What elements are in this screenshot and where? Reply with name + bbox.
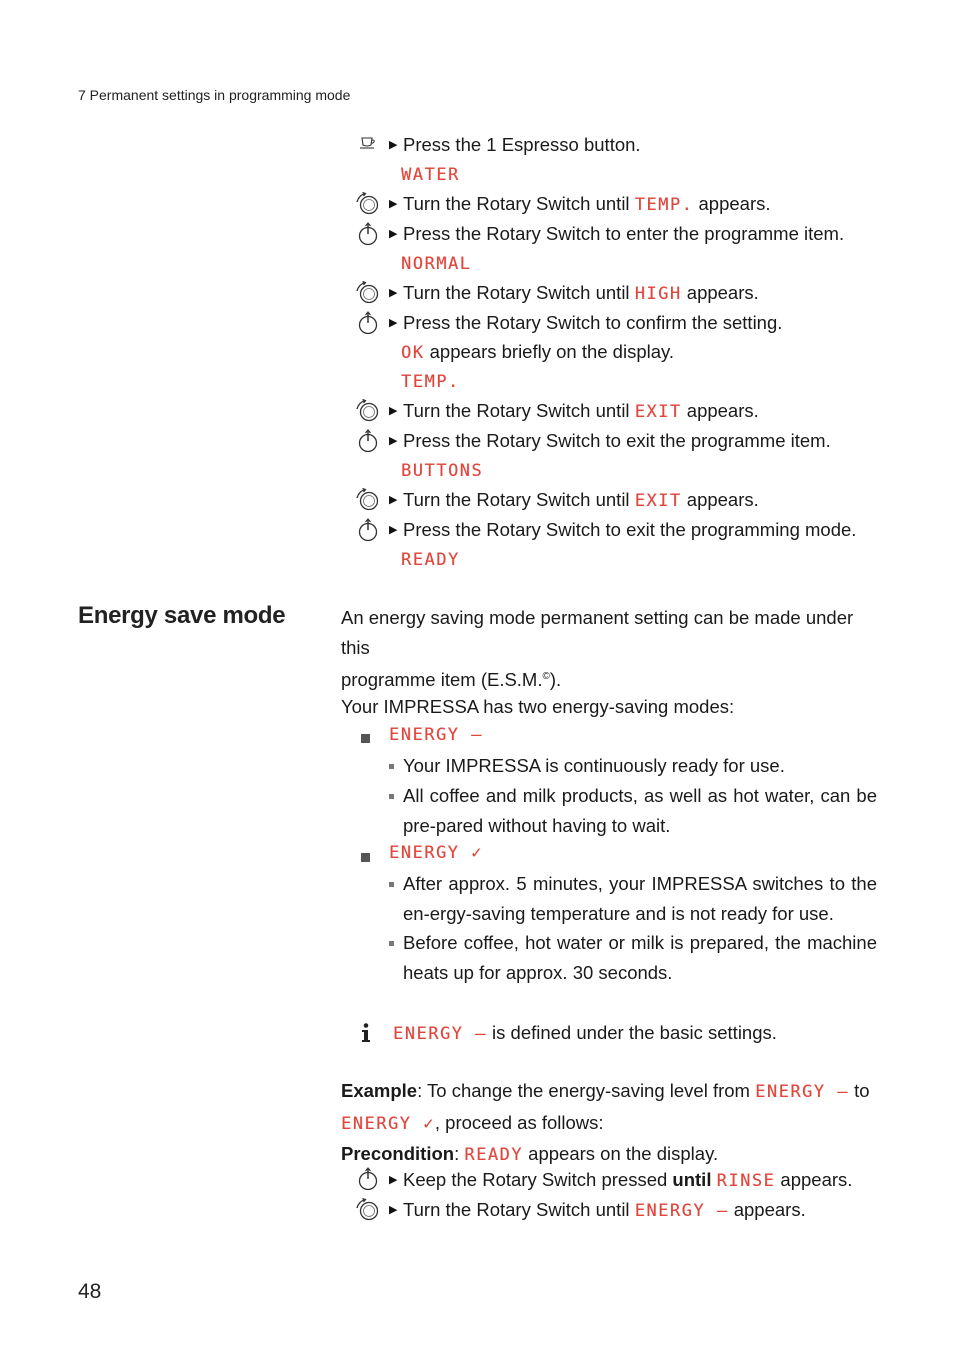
section-heading: Energy save mode <box>78 602 286 629</box>
mode-1-point-1: Your IMPRESSA is continuously ready for use. <box>403 755 785 776</box>
example-display-from: ENERGY – <box>755 1082 849 1102</box>
rotary-switch-press-icon <box>355 518 381 542</box>
step-text-end: appears. <box>693 193 771 214</box>
modes-intro: Your IMPRESSA has two energy-saving modes: <box>341 696 735 717</box>
intro-line-1: An energy saving mode permanent setting can be made under this <box>341 607 854 658</box>
step-arrow-icon: ▶ <box>389 139 398 151</box>
step-text: Press the Rotary Switch to confirm the setting. <box>403 312 783 333</box>
mode-2-point-1: After approx. 5 minutes, your IMPRESSA switches to the en-ergy-saving temperature and is not ready for use. <box>403 873 877 924</box>
precondition-text: appears on the display. <box>523 1143 719 1164</box>
intro-line-2 <box>341 662 877 695</box>
square-bullet-icon <box>361 853 370 862</box>
step-arrow-icon: ▶ <box>389 405 398 417</box>
info-display: ENERGY – <box>393 1024 487 1044</box>
step-arrow-icon: ▶ <box>389 287 398 299</box>
small-square-bullet-icon <box>389 794 394 799</box>
ok-display: OK <box>401 343 425 363</box>
step-text: Turn the Rotary Switch until <box>403 400 635 421</box>
step-display: TEMP. <box>634 195 694 215</box>
small-square-bullet-icon <box>389 764 394 769</box>
display-readout: BUTTONS <box>401 461 484 481</box>
rotary-switch-turn-icon <box>355 1198 381 1222</box>
example-text: : To change the energy-saving level from <box>417 1080 756 1101</box>
step-display: EXIT <box>634 491 682 511</box>
step-text-end: appears. <box>681 282 759 303</box>
ok-line <box>401 340 674 365</box>
precondition-sep: : <box>454 1143 465 1164</box>
mode-1-display: ENERGY – <box>389 725 483 745</box>
rotary-switch-press-icon <box>355 222 381 246</box>
rotary-switch-press-icon <box>355 429 381 453</box>
final-step-1-bold: until <box>672 1169 712 1190</box>
step-display: EXIT <box>634 402 682 422</box>
final-step-1-end: appears. <box>775 1169 853 1190</box>
espresso-cup-icon <box>355 131 381 155</box>
page-number: 48 <box>78 1280 102 1303</box>
example-line-2 <box>341 1108 877 1140</box>
step-arrow-icon: ▶ <box>389 524 398 536</box>
step-line <box>403 192 771 217</box>
step-arrow-icon: ▶ <box>389 1174 398 1186</box>
step-line <box>403 429 831 453</box>
info-line <box>393 1018 777 1050</box>
precondition-line <box>341 1139 877 1171</box>
step-text: Turn the Rotary Switch until <box>403 282 635 303</box>
step-line <box>403 311 782 335</box>
step-line <box>403 399 759 424</box>
copyright-sup: © <box>542 671 550 682</box>
intro-text-end: ). <box>549 669 562 691</box>
step-text: Press the 1 Espresso button. <box>403 134 641 155</box>
step-arrow-icon: ▶ <box>389 317 398 329</box>
step-text: Press the Rotary Switch to exit the programme item. <box>403 430 831 451</box>
intro-text: programme item (E.S.M. <box>341 669 543 691</box>
step-arrow-icon: ▶ <box>389 435 398 447</box>
example-display-to: ENERGY ✓ <box>341 1113 435 1134</box>
small-square-bullet-icon <box>389 882 394 887</box>
rotary-switch-turn-icon <box>355 488 381 512</box>
final-step-2-display: ENERGY – <box>634 1201 729 1221</box>
step-arrow-icon: ▶ <box>389 1204 398 1216</box>
precondition-label: Precondition <box>341 1143 455 1164</box>
square-bullet-icon <box>361 734 370 743</box>
chapter-header: 7 Permanent settings in programming mode <box>78 87 351 103</box>
step-arrow-icon: ▶ <box>389 198 398 210</box>
display-readout: TEMP. <box>401 372 460 392</box>
display-readout: NORMAL <box>401 254 472 274</box>
step-text-end: appears. <box>681 400 759 421</box>
step-line <box>403 281 759 306</box>
final-step-2 <box>403 1198 806 1223</box>
step-line <box>403 222 844 246</box>
rotary-switch-press-icon <box>355 1167 381 1191</box>
rotary-switch-press-icon <box>355 311 381 335</box>
rotary-switch-turn-icon <box>355 399 381 423</box>
info-icon <box>359 1022 373 1044</box>
final-step-1-display: RINSE <box>716 1171 776 1191</box>
example-text-to: to <box>849 1080 870 1101</box>
example-line-1 <box>341 1076 877 1108</box>
display-readout: WATER <box>401 165 460 185</box>
step-text: Press the Rotary Switch to exit the programming mode. <box>403 519 857 540</box>
rotary-switch-turn-icon <box>355 192 381 216</box>
step-text: Turn the Rotary Switch until <box>403 193 635 214</box>
step-text: Turn the Rotary Switch until <box>403 489 635 510</box>
mode-2-display: ENERGY ✓ <box>389 843 483 863</box>
step-text-end: appears. <box>681 489 759 510</box>
display-readout: READY <box>401 550 460 570</box>
step-line <box>403 488 759 513</box>
final-step-2-end: appears. <box>728 1199 806 1220</box>
step-line <box>403 518 856 542</box>
step-arrow-icon: ▶ <box>389 228 398 240</box>
example-paragraph <box>341 1076 877 1171</box>
intro-paragraph <box>341 603 877 695</box>
ok-text: appears briefly on the display. <box>424 341 675 362</box>
small-square-bullet-icon <box>389 941 394 946</box>
final-step-1 <box>403 1168 852 1193</box>
final-step-2-text: Turn the Rotary Switch until <box>403 1199 635 1220</box>
step-text: Press the Rotary Switch to enter the programme item. <box>403 223 845 244</box>
precondition-display: READY <box>464 1145 524 1165</box>
step-arrow-icon: ▶ <box>389 494 398 506</box>
example-text-end: , proceed as follows: <box>434 1111 604 1133</box>
mode-1-point-2: All coffee and milk products, as well as hot water, can be pre-pared without having to wait. <box>403 785 877 836</box>
mode-2-point-2: Before coffee, hot water or milk is prepared, the machine heats up for approx. 30 seconds. <box>403 932 877 983</box>
example-label: Example <box>341 1080 418 1101</box>
info-text: is defined under the basic settings. <box>486 1022 777 1043</box>
final-step-1-text: Keep the Rotary Switch pressed <box>403 1169 673 1190</box>
step-line <box>403 133 641 157</box>
step-display: HIGH <box>634 284 682 304</box>
rotary-switch-turn-icon <box>355 281 381 305</box>
